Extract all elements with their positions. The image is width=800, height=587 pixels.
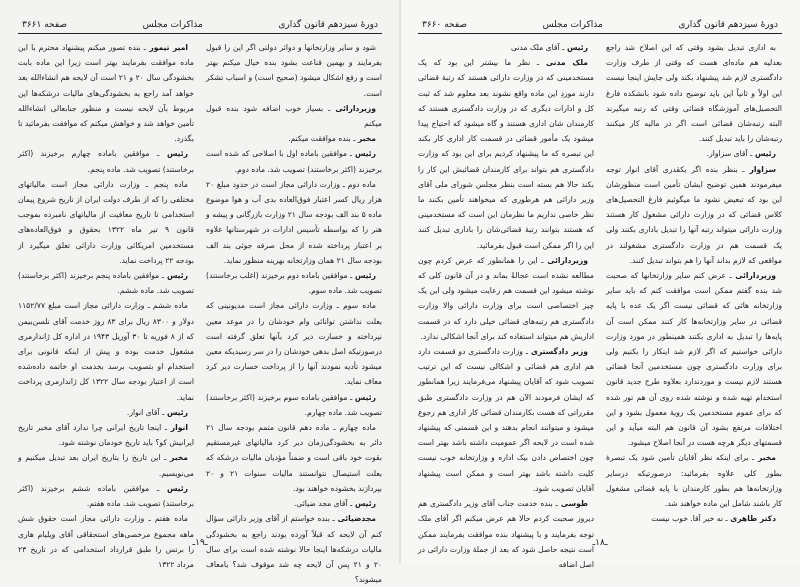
left-page-footer-number: ـ۱۹ـ — [192, 538, 208, 548]
right-page-title: مذاکرات مجلس — [542, 20, 603, 30]
text-paragraph — [206, 420, 382, 496]
speaker-paragraph — [606, 450, 782, 511]
paragraph-text: ماده ششم ـ وزارت دارائی مجاز است مبلغ ۱۱۵۲/۷۷ دولار و ۸۳۰۰ ریال برای ۸۳ روز خدمت آقای نلسن‌بیمن که از ۸ فوریه تا ۳۰ آوریل ۱۹۴۳ در اداره کل ژاندارمری مشغول خدمت بوده و پیش از اینکه قانونی برای استخدام او بتصویب برسد بخدمت او خاتمه داده‌شده است از اعتبار بودجه سال ۱۳۲۲ کل ژاندارمری پرداخت نماید. — [18, 301, 195, 402]
paragraph-text: ماده هفتم ـ وزارت دارائی مجاز است حقوق شش ماهه مجموع مرخصی‌های استحقاقی آقای ویلیام هاری را برتس را طبق قرارداد استخدامی که در تاریخ ۲۳ مرداد ۱۳۲۲ — [18, 514, 194, 569]
speaker-paragraph — [206, 131, 382, 146]
left-page — [0, 0, 400, 585]
paragraph-text: ـ بنظر بنده اگر یکقدری آقای انوار توجه میفرمودند همین توضیح ایشان تأمین است منظورشان این بود که تبعیض نشود ما میگوئیم فارغ التحصیل‌های کلاس قضائی که در وزارت دارائی مشغول کار هستند وزارت دارائی میتواند رتبه آنها را تبدیل باداری بکنند ولی یک قسمت هم در وزارت دادگستری مشغولند در مواقعی که لازم بداند آنها را هم بتواند تبدیل کنند. — [606, 164, 782, 265]
speaker-name: رئیس — [352, 392, 376, 402]
right-page-number: صفحه ۳۶۶۰ — [422, 20, 468, 30]
paragraph-text: ـ عرض کنم سایر وزارتخانها که صحبت شد بنده گفتم ممکن است موافقت کنم که باید سایر وزارتخانه هائی که قضائی نیست اگر یک عده با پایه قضائی در سایر وزارتخانه‌ها کار کنند ممکن است آن پایه‌ها را تبدیل به اداری بکنند همینطور در مورد وزارت دارائی خواستیم که اگر لازم شد اینکار را بکنیم ولی برای وزارت دادگستری چون مستخدمین آنجا قضائی هستند لازم نیست و موردندارد بعلاوه طرح جدید قانون استخدام تهیه شده و نوشته شده روی آن هم تور شده که برای عموم مستخدمین یک رویهٔ معمول بشود و این اختلافات مرتفع بشود آن قانون هم البته میآید و این قسمتهای دیگر هرچه هست در آنجا اصلاح میشود. — [606, 271, 782, 448]
speaker-paragraph — [18, 40, 194, 146]
paragraph-text: ـ آقای مجد ضیائی. — [293, 499, 353, 509]
left-page-column-right — [206, 40, 383, 585]
text-paragraph — [206, 177, 382, 268]
speaker-name: دکتر طاهری — [727, 514, 776, 524]
speaker-name: وزیردارائی — [731, 271, 777, 281]
speaker-name: رئیس — [159, 149, 188, 159]
paragraph-text: ـ وزارت دادگستری دو قسمت دارد هم اداری هم قضائی و اشکالی نیست که این ترتیب تصویب شود که آقایان پیشنهاد می‌فرمایند زیرا همانطور که ایشان فرمودند الآن هم در وزارت دادگستری طبق مقرراتی که هست بکارمندان قضائی کار اداری هم رجوع میشود و میتوانند انجام بدهند و این قسمتی که پیشنهاد شده است در لایحه اگر عمومیت داشته باشد بهتر است چون اختصاص دادن بیک اداره و وزارتخانه خوب نیست کلیت داشته باشد بهتر است و ممکن است پیشنهاد آقایان تصویب شود. — [418, 347, 594, 493]
speaker-paragraph — [18, 146, 194, 176]
speaker-paragraph — [418, 55, 594, 253]
right-page — [400, 0, 800, 569]
paragraph-text: ـ نظر ما بیشتر این بود که یک مستخدمینی که در وزارت دارائی هستند که رتبهٔ قضائی دارند موردِ این ماده واقع نشوند بعد معلوم شد که ثبت کل و ادارات دیگری که در وزارت دادگستری هستند که کارمندان شان اداری هستند و گاه میشود که احتیاج پیدا میشود یک مأمور قضائی در قسمت کار اداری کار بکند این تبصره که ما پیشنهاد کردیم برای این بود که وزارت دادگستری هم بتواند برای کارمندان قضائیش این کار را بکند حالا هم بسته است بنظر مجلس شورای ملی آقای وزیر دارائی هم هرطوری که میخواهند تأمین بکنند ما نظر خاصی نداریم ما نظرمان این است که مستخدمینی که هستند بتوانند رتبهٔ قضائی‌شان را باداری تبدیل کنند این را اگر ممکن است قبول بفرمائید. — [418, 58, 594, 250]
speaker-name: وزیردارائی — [330, 103, 376, 113]
speaker-paragraph — [418, 40, 594, 55]
right-page-column-left — [418, 40, 594, 569]
paragraph-text: به اداری تبدیل بشود وقتی که این اصلاح شد راجع بعدلیه هم ماده‌ای هست که وقتی از طرف وزارت دادگستری لازم شد پیشنهاد بکند ولی جایش اینجا نیست این اولاً و ثانیاً این باید توضیح داده شود بانشکده فارغ التحصیل‌های آموزشگاه قضائی وقتی که رتبه میگیرند البته رتبه‌شان قضائی است اگر در مالیه کار میکنند رتبه‌شان را باید تبدیل کنند. — [606, 43, 782, 144]
speaker-paragraph — [206, 146, 382, 176]
speaker-paragraph — [18, 450, 194, 480]
text-paragraph — [606, 40, 782, 146]
paragraph-text: ـ بنده خدمت جناب آقای وزیر دادگستری هم دیروز صحبت کردم حالا هم عرض میکنم اگر آقای ملک توجه بفرمایند و با پیشنهاد بنده موافقت بفرمایند ممکن است نتیجه حاصل شود که بعد از جملهٔ وزارت دارائی در اصل اضافه — [418, 499, 594, 569]
speaker-name: رئیس — [164, 407, 188, 417]
speaker-paragraph — [206, 390, 382, 420]
left-page-column-left — [18, 40, 195, 569]
speaker-name: رئیس — [351, 149, 377, 159]
speaker-paragraph — [18, 481, 194, 511]
right-page-column-right — [606, 40, 782, 524]
text-paragraph — [206, 40, 382, 101]
right-page-footer-number: ـ۱۸ـ — [592, 538, 608, 548]
paragraph-text: ـ موافقین باماده سوم برخیزند (اکثر برخاستند) تصویب شد. ماده چهارم. — [206, 392, 382, 417]
paragraph-text: ماده سوم ـ وزارت دارائی مجاز است مدیونینی که بعلت نداشتن توانائی وام خودشان را در موعد معین نپرداخته و خسارت دیر کرد بآنها تعلق گرفته است درصورتیکه اصل بدهی خودشان را در سر رسیدیکه معین میشود تأدیه نمودند آنها را از پرداخت خسارت دیر کرد معاف نماید. — [206, 301, 382, 387]
speaker-name: مخبر — [166, 453, 188, 463]
speaker-paragraph — [206, 511, 382, 587]
left-page-number: صفحه ۳۶۶۱ — [22, 20, 68, 30]
left-page-title: مذاکرات مجلس — [142, 20, 203, 30]
right-page-session: دورهٔ سیزدهم قانون گذاری — [678, 20, 778, 30]
speaker-paragraph — [18, 420, 194, 450]
speaker-name: سزاوار — [744, 164, 776, 174]
speaker-paragraph — [206, 268, 382, 298]
speaker-paragraph — [18, 405, 194, 420]
paragraph-text: ـ موافقین باماده دوم برخیزند (اغلب برخاستند) تصویب شد. ماده سوم. — [206, 271, 382, 296]
paragraph-text: ـ بنده موافقت میکنم. — [288, 134, 356, 144]
paragraph-text: شود و سایر وزارتخانها و دوائر دولتی اگر این را قبول بفرمایند و بهمین قناعت بشود بنده خیال میکنم بهتر است و رفع اشکال میشود (صحیح است) و اسباب تشکر است. — [206, 43, 382, 98]
paragraph-text: ـ آقای ملک مدنی — [510, 43, 565, 52]
paragraph-text: ماده دوم ـ وزارت دارائی مجاز است در حدود مبلغ ۲۰ هزار ریال کسر اعتبار فوق‌العاده بدی آب و هوا موضوع ماده ۵ بند الف بودجه سال ۲۱ وزارت بازرگانی و پیشه و هنر را که بواسطه تأسیس ادارات در شهرستانها علاوه بر اعتبار پرداخته شده از محل صرفه جوئی بند الف بودجه سال ۲۱ همان وزارتخانه بهزینه منظور نماید. — [206, 179, 383, 265]
speaker-name: مخبر — [355, 134, 376, 144]
speaker-paragraph — [418, 344, 594, 496]
paragraph-text: ـ این را همانطور که عرض کردم چون مطالعه نشده است عجالةً بماند و در آن قانون کلی که نوشته میشود این قسمت هم رعایت میشود ولی این یک چیز اختصاصی است برای وزارت دارائی والا وزارت دادگستری هم رتبه‌های قضائی خیلی دارد که در قسمت اداریش هم میتواند استفاده کند برای آنجا اشکالی ندارد. — [418, 255, 594, 341]
text-paragraph — [18, 177, 194, 268]
left-page-session: دورهٔ سیزدهم قانون گذاری — [278, 20, 378, 30]
paragraph-text: ـ بنده خواستم از آقای وزیر دارائی سؤال کنم آن لایحه که قبلاً آورده بودند راجع به بخشودگی مالیات درشکه‌ها اینجا حالا نوشته شده است برای سال ۲۰ و ۲۱ پس آن لایحه چه شد موقوف شد؟ یامعاف میشوند؟ — [206, 514, 383, 585]
paragraph-text: ـ بنده تصور میکنم پیشنهاد محترم با این ماده موافقت بفرمایند بهتر است زیرا این ماده بابت بخشودگی سال ۲۰ و ۲۱ است آن لایحه هم انشاءالله بعد خواهد آمد راجع به بخشودگی‌های مالیات درشکه‌ها این مربوط بآن لایحه نیست و منظور جنابعالی انشاءالله تأمین خواهد شد و خواهش میکنم که موافقت بفرمائید تا بگذرد. — [18, 43, 194, 144]
speaker-name: رئیس — [752, 149, 776, 159]
paragraph-text: ماده پنجم ـ وزارت دارائی مجاز است مالیاتهای مختلفی را که از طرف دولت ایران از تاریخ شروع پیمان استخدامی تا تاریخ معافیت از مالیاتهای نامبرده بموجب قانون ۹ تیر ماه ۱۳۲۲ بحقوق و فوق‌العاده‌های مستخدمین امریکائی وزارت دارائی تعلق میگیرد از بودجه ۲۲ پرداخت نماید. — [18, 179, 194, 265]
speaker-name: امیر تیمور — [145, 43, 188, 52]
speaker-paragraph — [606, 146, 782, 161]
speaker-name: رئیس — [564, 43, 588, 52]
paragraph-text: ـ اینجا تاریخ ایرانی چرا ندارد آقای مخبر تاریخ ایرانیش کو؟ باید تاریخ خودمان نوشته شود. — [18, 423, 194, 448]
speaker-name: رئیس — [159, 483, 189, 493]
speaker-paragraph — [18, 268, 194, 298]
paragraph-text: ـ نه خیر آقا. خوب نیست — [651, 514, 728, 524]
paragraph-text: ـ این تاریخ را بتاریخ ایران بعد تبدیل میکنیم و می‌نویسیم. — [18, 453, 194, 478]
speaker-paragraph — [418, 496, 594, 572]
speaker-paragraph — [418, 253, 594, 344]
paragraph-text: ـ بسیار خوب اضافه شود بنده قبول میکنم — [206, 103, 382, 129]
speaker-name: انوار — [167, 423, 188, 433]
paragraph-text: ـ موافقین باماده چهارم برخیزند (اکثر برخاستند) تصویب شد. ماده پنجم. — [18, 149, 194, 174]
speaker-name: رئیس — [352, 499, 376, 509]
text-paragraph — [206, 298, 382, 389]
paragraph-text: ـ موافقین باماده اول با اصلاحی که شده است برخیزند (اکثر برخاستند) تصویب شد. ماده دوم. — [206, 149, 382, 174]
speaker-name: مجدضیائی — [334, 514, 376, 524]
speaker-name: وزیر دادگستری — [527, 347, 588, 357]
text-paragraph — [18, 298, 194, 404]
speaker-name: رئیس — [164, 271, 189, 281]
speaker-name: وزیردارائی — [543, 255, 589, 265]
speaker-paragraph — [206, 496, 382, 511]
paragraph-text: ـ موافقین باماده ششم برخیزند (اکثر برخاستند) تصویب شد. ماده هفتم. — [18, 483, 194, 509]
paragraph-text: ـ برای اینکه نظر آقایان تأمین شود یک تبصرهٔ بطور کلی علاوه بفرمائید: درصورتیکه درسایر وزارتخانه‌ها هم بطور کارمندان با پایه قضائی مشغول کار باشند شامل این ماده خواهند شد. — [606, 453, 782, 509]
speaker-name: طوسی — [557, 499, 588, 509]
speaker-paragraph — [206, 101, 382, 131]
page-gutter-divider — [399, 0, 401, 564]
paragraph-text: ـ آقای سزاوار. — [706, 149, 753, 159]
speaker-name: رئیس — [352, 271, 376, 281]
paragraph-text: ـ موافقین باماده پنجم برخیزند (اکثر برخاستند) تصویب شد. ماده ششم. — [18, 271, 194, 296]
paragraph-text: ـ آقای انوار. — [126, 407, 165, 417]
right-page-header — [418, 14, 782, 34]
paragraph-text: ماده چهارم ـ ماده دهم قانون متمم بودجه سال ۲۱ دائر به بخشودگی‌زمان دیر کرد مالیاتهای غیرمستقیم بقوت خود باقی است و ضمناً مؤدیان مالیات درشکه که بعلت استیصال نتوانستند مالیات سنوات ۲۱ و ۲۰ بپردازند بخشوده خواهند بود. — [206, 423, 383, 493]
speaker-paragraph — [606, 162, 782, 268]
speaker-paragraph — [606, 511, 782, 526]
speaker-name: ملک مدنی — [539, 58, 588, 68]
speaker-name: مخبر — [754, 453, 776, 463]
speaker-paragraph — [606, 268, 782, 450]
left-page-header — [18, 14, 382, 34]
